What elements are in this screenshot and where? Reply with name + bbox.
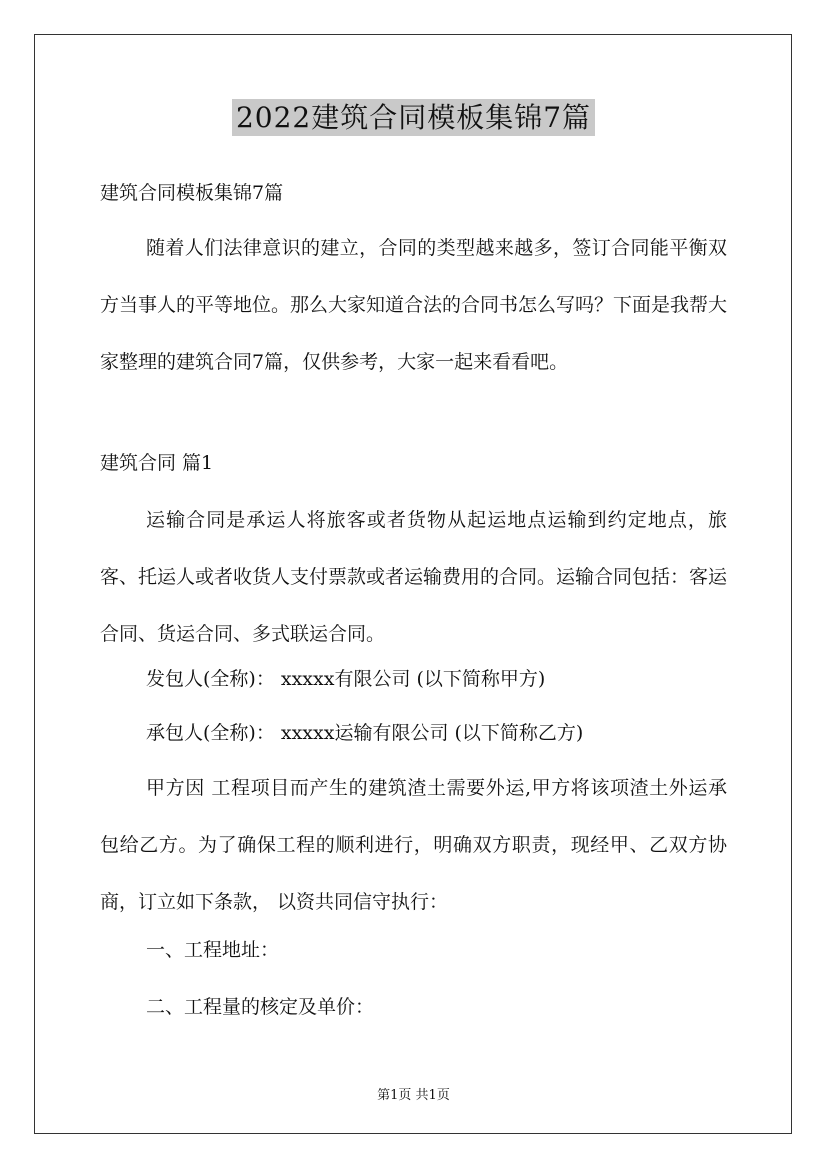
document-title-wrap — [0, 96, 827, 136]
clause-2: 二、工程量的核定及单价： — [146, 996, 375, 1018]
paragraph-transport-contract: 运输合同是承运人将旅客或者货物从起运地点运输到约定地点，旅客、托运人或者收货人支付票款或者运输费用的合同。运输合同包括：客运合同、货运合同、多式联运合同。 — [100, 509, 728, 645]
intro-paragraph: 随着人们法律意识的建立，合同的类型越来越多，签订合同能平衡双方当事人的平等地位。那么大家知道合法的合同书怎么写吗？下面是我帮大家整理的建筑合同7篇，仅供参考，大家一起来看看吧。 — [100, 237, 728, 373]
paragraph-employer: 发包人(全称)： xxxxx有限公司 (以下简称甲方) — [146, 668, 546, 690]
paragraph-contractor: 承包人(全称)： xxxxx运输有限公司 (以下简称乙方) — [146, 722, 584, 744]
clause-1: 一、工程地址： — [146, 939, 280, 961]
section-heading: 建筑合同 篇1 — [100, 452, 214, 474]
document-subtitle: 建筑合同模板集锦7篇 — [100, 182, 284, 204]
paragraph-agreement-preamble: 甲方因 工程项目而产生的建筑渣土需要外运,甲方将该项渣土外运承包给乙方。为了确保工程的顺利进行，明确双方职责，现经甲、乙双方协商，订立如下条款， 以资共同信守执行： — [100, 777, 727, 913]
document-title: 2022建筑合同模板集锦7篇 — [232, 99, 595, 136]
page-footer: 第1页 共1页 — [377, 1088, 450, 1103]
